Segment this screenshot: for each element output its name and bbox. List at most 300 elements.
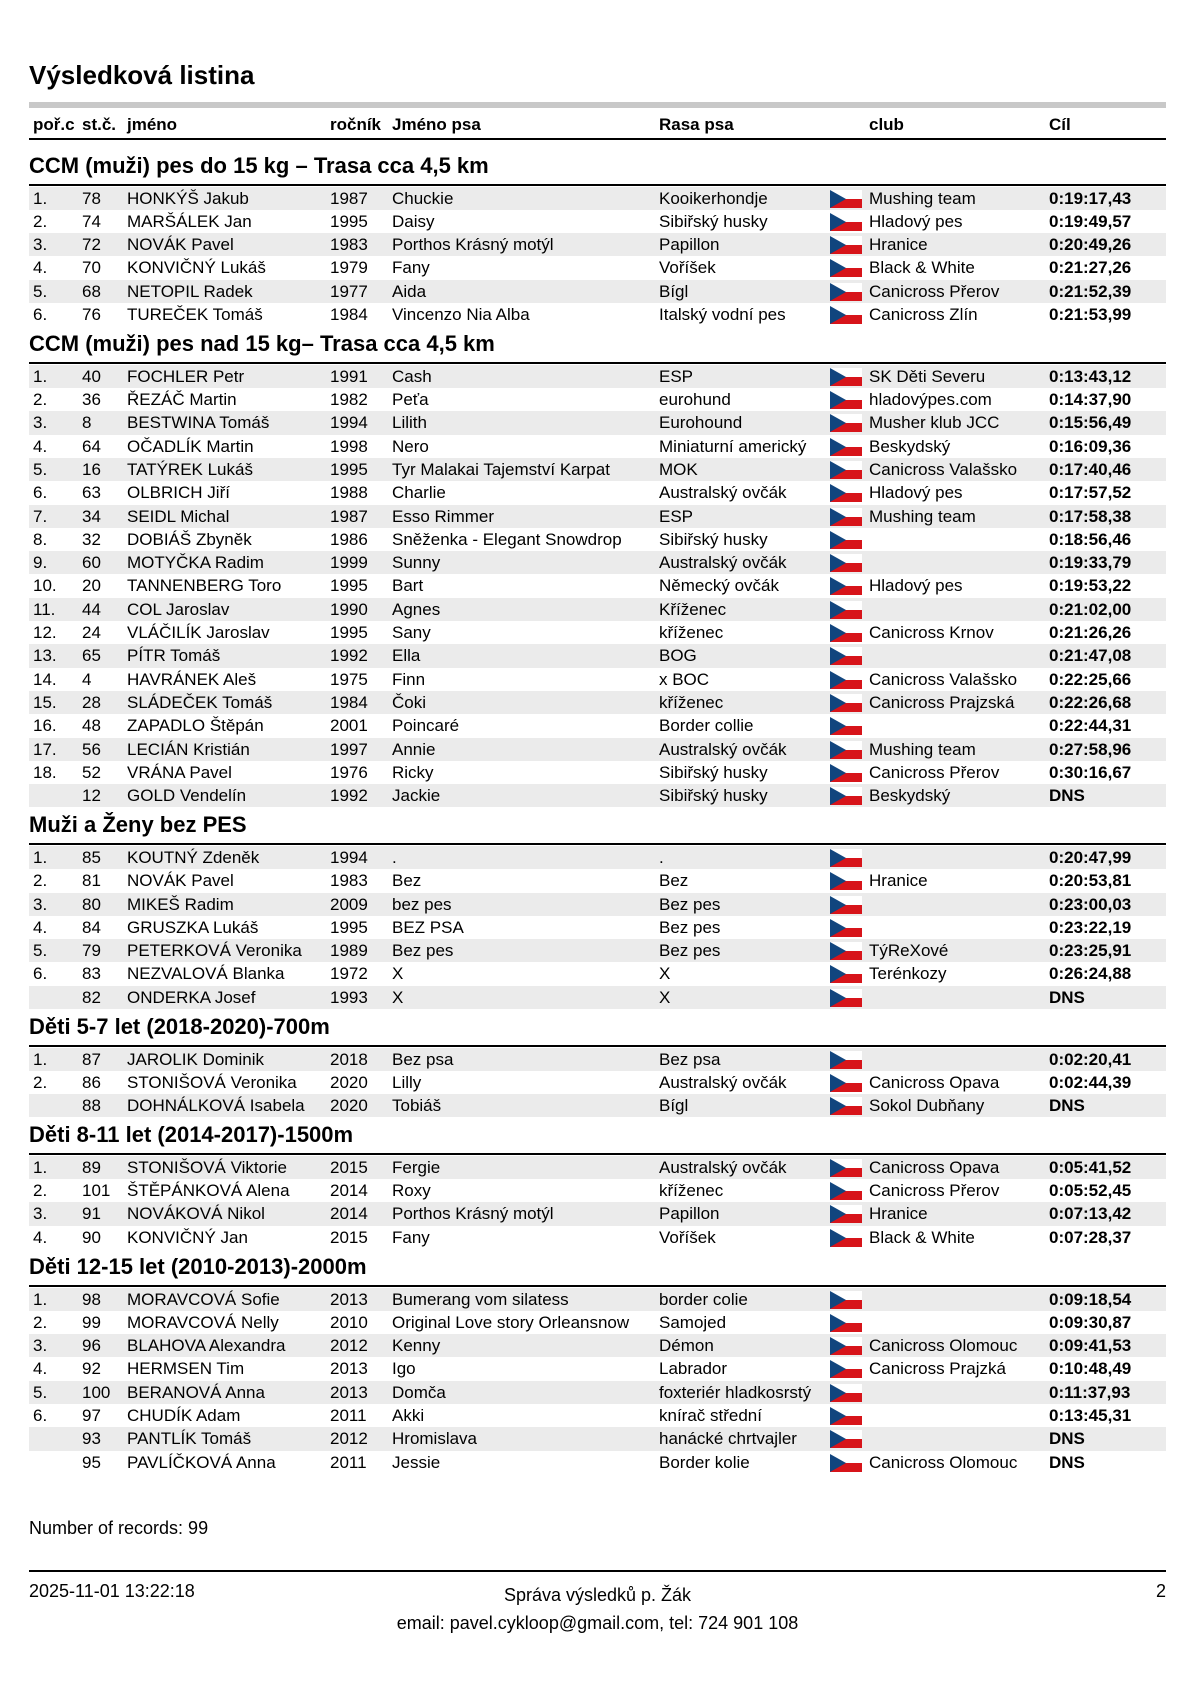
table-row	[29, 1179, 1166, 1202]
row-dog-breed: Papillon	[659, 235, 720, 255]
row-dog-name: Tobiáš	[392, 1096, 442, 1116]
row-birth-year: 2001	[330, 716, 368, 736]
row-competitor-name: PANTLÍK Tomáš	[127, 1429, 252, 1449]
row-position: 4.	[33, 436, 48, 456]
row-dog-name: Aida	[392, 281, 427, 301]
table-row	[29, 256, 1166, 279]
results-section	[29, 807, 1166, 1009]
row-position: 14.	[33, 669, 57, 689]
row-birth-year: 1995	[330, 623, 368, 643]
row-finish-time: 0:17:57,52	[1049, 483, 1132, 503]
row-start-number: 24	[82, 623, 101, 643]
czech-flag-icon	[830, 1407, 862, 1425]
row-competitor-name: LECIÁN Kristián	[127, 739, 250, 759]
row-dog-name: Annie	[392, 739, 436, 759]
section-title: Děti 8-11 let (2014-2017)-1500m	[29, 1122, 354, 1148]
row-finish-time: 0:21:47,08	[1049, 646, 1132, 666]
table-row	[29, 1156, 1166, 1179]
section-divider	[29, 362, 1166, 364]
row-finish-time: 0:30:16,67	[1049, 762, 1132, 782]
row-birth-year: 2012	[330, 1429, 368, 1449]
row-competitor-name: SLÁDEČEK Tomáš	[127, 692, 273, 712]
czech-flag-icon	[830, 694, 862, 712]
table-row	[29, 1334, 1166, 1357]
row-dog-breed: Démon	[659, 1336, 714, 1356]
row-position: 4.	[33, 258, 48, 278]
row-birth-year: 1994	[330, 847, 368, 867]
footer-email-phone: email: pavel.cykloop@gmail.com, tel: 724 901 108	[396, 1613, 799, 1633]
row-finish-time: 0:26:24,88	[1049, 964, 1132, 984]
table-row	[29, 668, 1166, 691]
row-competitor-name: JAROLIK Dominik	[127, 1049, 264, 1069]
row-dog-name: Sunny	[392, 553, 441, 573]
table-row	[29, 505, 1166, 528]
table-row	[29, 574, 1166, 597]
row-position: 10.	[33, 576, 57, 596]
row-club: Sokol Dubňany	[869, 1096, 985, 1116]
header-divider	[29, 138, 1166, 140]
row-competitor-name: VRÁNA Pavel	[127, 762, 232, 782]
row-finish-time: 0:05:41,52	[1049, 1157, 1132, 1177]
row-start-number: 90	[82, 1227, 101, 1247]
row-start-number: 100	[82, 1382, 111, 1402]
row-birth-year: 1977	[330, 281, 368, 301]
row-competitor-name: GOLD Vendelín	[127, 786, 247, 806]
row-start-number: 72	[82, 235, 101, 255]
table-row	[29, 303, 1166, 326]
row-finish-time: 0:22:25,66	[1049, 669, 1132, 689]
row-position: 1.	[33, 366, 48, 386]
row-dog-breed: Sibiřský husky	[659, 762, 768, 782]
row-club: Mushing team	[869, 739, 976, 759]
row-club: Terénkozy	[869, 964, 947, 984]
row-dog-breed: ESP	[659, 506, 694, 526]
row-dog-breed: Bígl	[659, 1096, 689, 1116]
row-competitor-name: MORAVCOVÁ Sofie	[127, 1289, 280, 1309]
row-club: Hranice	[869, 235, 928, 255]
czech-flag-icon	[830, 896, 862, 914]
row-dog-breed: MOK	[659, 459, 698, 479]
row-dog-name: Vincenzo Nia Alba	[392, 304, 530, 324]
row-club: Hladový pes	[869, 576, 963, 596]
czech-flag-icon	[830, 461, 862, 479]
row-competitor-name: ONDERKA Josef	[127, 987, 256, 1007]
row-dog-breed: Eurohound	[659, 413, 743, 433]
row-club: Canicross Opava	[869, 1157, 1000, 1177]
section-title: CCM (muži) pes nad 15 kg– Trasa cca 4,5 km	[29, 331, 495, 357]
row-start-number: 76	[82, 304, 101, 324]
czech-flag-icon	[830, 1205, 862, 1223]
row-competitor-name: SEIDL Michal	[127, 506, 230, 526]
row-start-number: 97	[82, 1406, 101, 1426]
row-competitor-name: MOTYČKA Radim	[127, 553, 264, 573]
row-dog-name: Igo	[392, 1359, 416, 1379]
table-row	[29, 1202, 1166, 1225]
row-competitor-name: PAVLÍČKOVÁ Anna	[127, 1452, 276, 1472]
row-birth-year: 2020	[330, 1096, 368, 1116]
row-position: 13.	[33, 646, 57, 666]
row-finish-time: 0:14:37,90	[1049, 390, 1132, 410]
row-start-number: 40	[82, 366, 101, 386]
czech-flag-icon	[830, 1159, 862, 1177]
row-dog-name: Porthos Krásný motýl	[392, 235, 554, 255]
table-row	[29, 598, 1166, 621]
row-competitor-name: KONVIČNÝ Jan	[127, 1227, 248, 1247]
table-row	[29, 761, 1166, 784]
table-row	[29, 1071, 1166, 1094]
row-birth-year: 2015	[330, 1157, 368, 1177]
row-position: 2.	[33, 1181, 48, 1201]
row-dog-breed: kříženec	[659, 692, 724, 712]
row-competitor-name: DOBIÁŠ Zbyněk	[127, 529, 252, 549]
section-divider	[29, 184, 1166, 186]
row-competitor-name: NOVÁK Pavel	[127, 871, 234, 891]
row-position: 16.	[33, 716, 57, 736]
row-club: Mushing team	[869, 506, 976, 526]
row-dog-breed: Australský ovčák	[659, 483, 787, 503]
row-start-number: 8	[82, 413, 92, 433]
row-dog-name: Fergie	[392, 1157, 441, 1177]
row-finish-time: 0:22:26,68	[1049, 692, 1132, 712]
row-birth-year: 2010	[330, 1312, 368, 1332]
row-dog-breed: foxteriér hladkosrstý	[659, 1382, 812, 1402]
col-header-year: ročník	[330, 115, 382, 134]
row-dog-breed: Bez pes	[659, 941, 721, 961]
row-birth-year: 1987	[330, 188, 368, 208]
row-dog-breed: Border collie	[659, 716, 754, 736]
row-start-number: 48	[82, 716, 101, 736]
row-position: 1.	[33, 847, 48, 867]
czech-flag-icon	[830, 577, 862, 595]
row-dog-name: Porthos Krásný motýl	[392, 1204, 554, 1224]
row-competitor-name: ZAPADLO Štěpán	[127, 716, 264, 736]
table-row	[29, 481, 1166, 504]
row-club: Canicross Krnov	[869, 623, 994, 643]
results-section	[29, 326, 1166, 807]
row-competitor-name: HERMSEN Tim	[127, 1359, 245, 1379]
row-dog-name: Bez psa	[392, 1049, 454, 1069]
table-row	[29, 893, 1166, 916]
row-finish-time: 0:23:25,91	[1049, 941, 1132, 961]
row-start-number: 92	[82, 1359, 101, 1379]
czech-flag-icon	[830, 624, 862, 642]
row-dog-name: Chuckie	[392, 188, 454, 208]
title-divider	[29, 102, 1166, 108]
table-row	[29, 1311, 1166, 1334]
row-start-number: 88	[82, 1096, 101, 1116]
row-club: Beskydský	[869, 436, 951, 456]
row-dog-name: Poincaré	[392, 716, 460, 736]
row-position: 6.	[33, 304, 48, 324]
row-dog-name: X	[392, 987, 404, 1007]
table-row	[29, 388, 1166, 411]
row-club: Canicross Zlín	[869, 304, 978, 324]
row-birth-year: 1998	[330, 436, 368, 456]
czech-flag-icon	[830, 283, 862, 301]
row-birth-year: 1986	[330, 529, 368, 549]
footer-organizer: Správa výsledků p. Žák	[503, 1585, 692, 1605]
row-birth-year: 2009	[330, 894, 368, 914]
row-birth-year: 1984	[330, 692, 368, 712]
czech-flag-icon	[830, 741, 862, 759]
row-start-number: 99	[82, 1312, 101, 1332]
row-competitor-name: BESTWINA Tomáš	[127, 413, 270, 433]
table-row	[29, 1357, 1166, 1380]
table-row	[29, 411, 1166, 434]
row-dog-name: Bumerang vom silatess	[392, 1289, 569, 1309]
row-birth-year: 1995	[330, 576, 368, 596]
row-dog-breed: Bez pes	[659, 894, 721, 914]
czech-flag-icon	[830, 1051, 862, 1069]
row-club: Hranice	[869, 871, 928, 891]
row-position: 12.	[33, 623, 57, 643]
row-position: 7.	[33, 506, 48, 526]
row-competitor-name: NOVÁK Pavel	[127, 235, 234, 255]
row-dog-name: Ella	[392, 646, 421, 666]
results-section	[29, 148, 1166, 326]
row-competitor-name: ŠTĚPÁNKOVÁ Alena	[127, 1181, 290, 1201]
row-start-number: 93	[82, 1429, 101, 1449]
row-dog-breed: Bígl	[659, 281, 689, 301]
czech-flag-icon	[830, 1384, 862, 1402]
row-dog-breed: Australský ovčák	[659, 553, 787, 573]
row-dog-name: Esso Rimmer	[392, 506, 495, 526]
czech-flag-icon	[830, 484, 862, 502]
row-start-number: 101	[82, 1181, 111, 1201]
row-dog-name: Original Love story Orleansnow	[392, 1312, 630, 1332]
czech-flag-icon	[830, 872, 862, 890]
row-finish-time: 0:20:47,99	[1049, 847, 1132, 867]
table-row	[29, 621, 1166, 644]
row-finish-time: 0:09:30,87	[1049, 1312, 1132, 1332]
row-club: Musher klub JCC	[869, 413, 1000, 433]
row-dog-name: Fany	[392, 258, 430, 278]
row-start-number: 82	[82, 987, 101, 1007]
czech-flag-icon	[830, 1291, 862, 1309]
row-dog-breed: hanácké chrtvajler	[659, 1429, 797, 1449]
row-finish-time: 0:02:44,39	[1049, 1072, 1132, 1092]
row-birth-year: 1995	[330, 459, 368, 479]
row-dog-breed: .	[659, 847, 664, 867]
row-dog-breed: Labrador	[659, 1359, 728, 1379]
row-dog-name: Finn	[392, 669, 426, 689]
czech-flag-icon	[830, 965, 862, 983]
row-dog-name: Sněženka - Elegant Snowdrop	[392, 529, 622, 549]
row-birth-year: 2013	[330, 1289, 368, 1309]
row-club: SK Děti Severu	[869, 366, 986, 386]
row-dog-name: Hromislava	[392, 1429, 478, 1449]
footer-timestamp: 2025-11-01 13:22:18	[29, 1581, 195, 1601]
footer-contact	[29, 1581, 1166, 1637]
col-header-dog-name: Jméno psa	[392, 115, 481, 134]
row-position: 4.	[33, 1359, 48, 1379]
row-dog-breed: Australský ovčák	[659, 1157, 787, 1177]
table-row	[29, 939, 1166, 962]
row-club: Canicross Přerov	[869, 1181, 1000, 1201]
row-dog-breed: Kooikerhondje	[659, 188, 768, 208]
row-dog-name: Roxy	[392, 1181, 431, 1201]
row-birth-year: 1994	[330, 413, 368, 433]
row-position: 5.	[33, 459, 48, 479]
row-dog-name: Jessie	[392, 1452, 441, 1472]
row-dog-breed: border colie	[659, 1289, 748, 1309]
row-start-number: 64	[82, 436, 101, 456]
row-start-number: 87	[82, 1049, 101, 1069]
row-birth-year: 1989	[330, 941, 368, 961]
row-start-number: 60	[82, 553, 101, 573]
row-finish-time: 0:16:09,36	[1049, 436, 1132, 456]
row-dog-name: .	[392, 847, 397, 867]
row-competitor-name: OLBRICH Jiří	[127, 483, 230, 503]
row-start-number: 98	[82, 1289, 101, 1309]
czech-flag-icon	[830, 942, 862, 960]
row-dog-breed: eurohund	[659, 390, 731, 410]
row-competitor-name: HAVRÁNEK Aleš	[127, 669, 257, 689]
row-competitor-name: MORAVCOVÁ Nelly	[127, 1312, 279, 1332]
row-competitor-name: HONKÝŠ Jakub	[127, 188, 249, 208]
section-divider	[29, 843, 1166, 845]
czech-flag-icon	[830, 1074, 862, 1092]
row-club: Canicross Valašsko	[869, 669, 1018, 689]
table-row	[29, 916, 1166, 939]
row-club: Hladový pes	[869, 211, 963, 231]
records-count: Number of records: 99	[29, 1518, 209, 1538]
czech-flag-icon	[830, 554, 862, 572]
row-position: 5.	[33, 941, 48, 961]
table-row	[29, 187, 1166, 210]
row-position: 4.	[33, 1227, 48, 1247]
row-finish-time: 0:11:37,93	[1049, 1382, 1131, 1402]
row-competitor-name: OČADLÍK Martin	[127, 436, 254, 456]
row-start-number: 86	[82, 1072, 101, 1092]
row-dog-breed: x BOC	[659, 669, 710, 689]
row-birth-year: 1972	[330, 964, 368, 984]
row-finish-time: DNS	[1049, 987, 1085, 1007]
row-competitor-name: BERANOVÁ Anna	[127, 1382, 265, 1402]
row-dog-name: Daisy	[392, 211, 435, 231]
row-start-number: 44	[82, 599, 101, 619]
row-dog-name: Kenny	[392, 1336, 441, 1356]
row-birth-year: 1990	[330, 599, 368, 619]
row-dog-name: Sany	[392, 623, 431, 643]
row-club: Canicross Přerov	[869, 762, 1000, 782]
row-start-number: 68	[82, 281, 101, 301]
section-divider	[29, 1045, 1166, 1047]
row-start-number: 65	[82, 646, 101, 666]
row-birth-year: 2011	[330, 1406, 367, 1426]
row-start-number: 34	[82, 506, 101, 526]
row-dog-name: bez pes	[392, 894, 452, 914]
row-birth-year: 2018	[330, 1049, 368, 1069]
section-title: CCM (muži) pes do 15 kg – Trasa cca 4,5 km	[29, 153, 489, 178]
row-birth-year: 1999	[330, 553, 368, 573]
row-start-number: 20	[82, 576, 101, 596]
row-dog-breed: knírač střední	[659, 1406, 762, 1426]
row-start-number: 32	[82, 529, 101, 549]
table-row	[29, 1226, 1166, 1249]
row-finish-time: 0:20:49,26	[1049, 235, 1132, 255]
row-start-number: 95	[82, 1452, 101, 1472]
row-finish-time: 0:17:58,38	[1049, 506, 1132, 526]
row-dog-breed: BOG	[659, 646, 697, 666]
czech-flag-icon	[830, 1337, 862, 1355]
row-finish-time: 0:19:33,79	[1049, 553, 1132, 573]
row-club: TýReXové	[869, 941, 949, 961]
row-position: 6.	[33, 964, 48, 984]
czech-flag-icon	[830, 508, 862, 526]
row-position: 15.	[33, 692, 57, 712]
row-finish-time: 0:07:13,42	[1049, 1204, 1132, 1224]
row-dog-name: Bart	[392, 576, 424, 596]
row-position: 3.	[33, 1204, 48, 1224]
row-club: Canicross Přerov	[869, 281, 1000, 301]
row-start-number: 83	[82, 964, 101, 984]
row-position: 2.	[33, 1072, 48, 1092]
row-finish-time: 0:10:48,49	[1049, 1359, 1132, 1379]
row-position: 2.	[33, 211, 48, 231]
row-start-number: 96	[82, 1336, 101, 1356]
row-birth-year: 1987	[330, 506, 368, 526]
czech-flag-icon	[830, 1097, 862, 1115]
czech-flag-icon	[830, 414, 862, 432]
row-birth-year: 2012	[330, 1336, 368, 1356]
row-finish-time: DNS	[1049, 1429, 1085, 1449]
row-club: Black & White	[869, 1227, 975, 1247]
row-finish-time: DNS	[1049, 786, 1085, 806]
row-competitor-name: NETOPIL Radek	[127, 281, 253, 301]
table-row	[29, 1451, 1166, 1474]
row-dog-name: Agnes	[392, 599, 441, 619]
row-finish-time: 0:27:58,96	[1049, 739, 1132, 759]
row-dog-breed: Sibiřský husky	[659, 786, 768, 806]
row-dog-breed: X	[659, 987, 671, 1007]
row-dog-breed: Sibiřský husky	[659, 211, 768, 231]
row-birth-year: 1976	[330, 762, 368, 782]
results-section	[29, 1249, 1166, 1474]
row-birth-year: 2013	[330, 1382, 368, 1402]
row-finish-time: 0:13:43,12	[1049, 366, 1132, 386]
row-dog-breed: Kříženec	[659, 599, 727, 619]
row-start-number: 4	[82, 669, 92, 689]
row-dog-name: X	[392, 964, 404, 984]
row-birth-year: 2013	[330, 1359, 368, 1379]
row-position: 1.	[33, 1289, 48, 1309]
row-position: 5.	[33, 281, 48, 301]
row-competitor-name: NEZVALOVÁ Blanka	[127, 964, 285, 984]
row-dog-breed: Voříšek	[659, 1227, 716, 1247]
row-finish-time: 0:19:49,57	[1049, 211, 1132, 231]
row-competitor-name: MIKEŠ Radim	[127, 894, 234, 914]
table-row	[29, 962, 1166, 985]
row-birth-year: 2015	[330, 1227, 368, 1247]
czech-flag-icon	[830, 989, 862, 1007]
czech-flag-icon	[830, 531, 862, 549]
row-dog-breed: Bez psa	[659, 1049, 721, 1069]
row-finish-time: 0:20:53,81	[1049, 871, 1132, 891]
row-competitor-name: CHUDÍK Adam	[127, 1406, 241, 1426]
row-dog-name: BEZ PSA	[392, 917, 464, 937]
row-competitor-name: STONIŠOVÁ Veronika	[127, 1072, 297, 1092]
row-dog-breed: Samojed	[659, 1312, 727, 1332]
row-finish-time: 0:09:41,53	[1049, 1336, 1132, 1356]
row-start-number: 56	[82, 739, 101, 759]
row-position: 1.	[33, 1049, 48, 1069]
row-position: 3.	[33, 894, 48, 914]
section-title: Muži a Ženy bez PES	[29, 812, 247, 838]
row-competitor-name: STONIŠOVÁ Viktorie	[127, 1157, 287, 1177]
row-finish-time: 0:02:20,41	[1049, 1049, 1132, 1069]
table-row	[29, 784, 1166, 807]
